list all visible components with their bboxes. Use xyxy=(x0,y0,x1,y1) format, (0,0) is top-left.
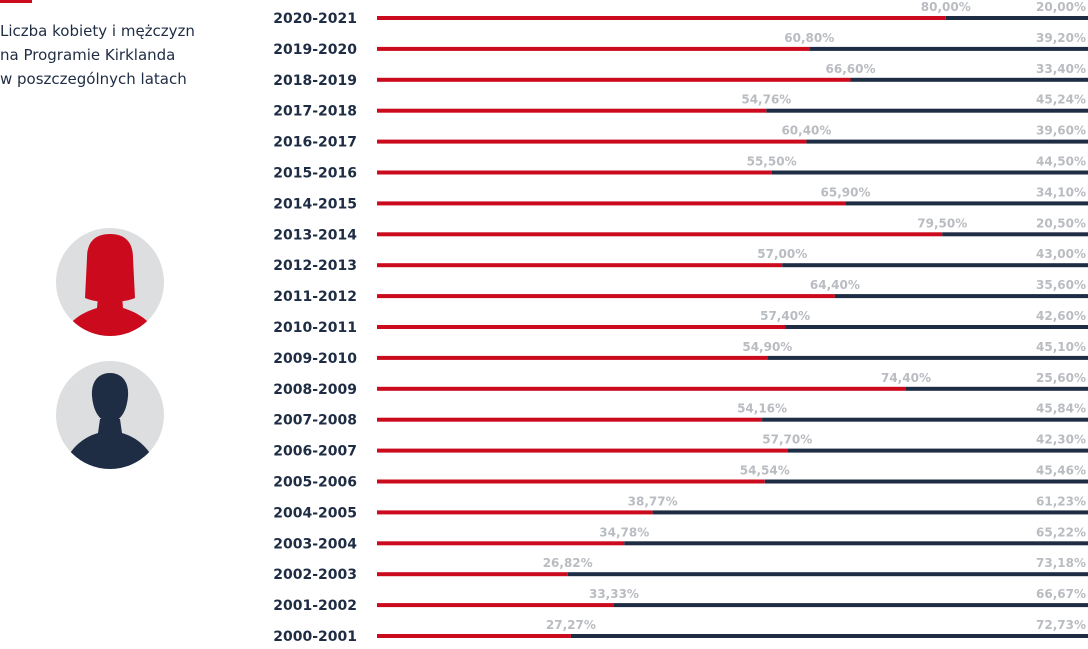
data-label-male: 25,60% xyxy=(1036,370,1086,385)
bar-female xyxy=(377,171,772,175)
data-label-male: 44,50% xyxy=(1036,154,1086,169)
bar-female xyxy=(377,263,782,267)
data-label-female: 38,77% xyxy=(627,494,678,509)
category-label: 2020-2021 xyxy=(273,11,357,27)
category-label: 2002-2003 xyxy=(273,567,357,584)
data-label-male: 20,50% xyxy=(1036,216,1086,231)
bar-female xyxy=(377,47,809,51)
category-label: 2019-2020 xyxy=(273,41,357,58)
data-label-female: 74,40% xyxy=(880,370,931,385)
data-label-female: 57,40% xyxy=(760,309,811,323)
data-label-female: 65,90% xyxy=(820,185,871,200)
bar-female xyxy=(377,201,846,205)
bar-female xyxy=(377,387,906,391)
bar-male xyxy=(766,109,1088,113)
data-label-female: 60,40% xyxy=(781,123,832,138)
bar-female xyxy=(377,356,767,360)
bar-male xyxy=(767,356,1088,360)
bar-female xyxy=(377,480,765,484)
bar-male xyxy=(765,480,1088,484)
bar-female xyxy=(377,325,785,329)
bar-male xyxy=(571,634,1088,638)
category-label: 2015-2016 xyxy=(273,165,357,182)
bar-male xyxy=(568,572,1088,576)
category-label: 2012-2013 xyxy=(273,258,357,275)
bar-female xyxy=(377,109,766,113)
category-label: 2014-2015 xyxy=(273,196,357,213)
data-label-female: 54,90% xyxy=(742,339,793,354)
chart-title-line-3: w poszczególnych latach xyxy=(0,70,187,88)
category-label: 2007-2008 xyxy=(273,412,357,429)
data-label-female: 33,33% xyxy=(588,587,639,602)
category-label: 2017-2018 xyxy=(273,103,357,120)
bar-male xyxy=(946,16,1088,20)
bar-female xyxy=(377,16,946,20)
data-label-male: 34,10% xyxy=(1036,185,1086,200)
data-label-male: 45,24% xyxy=(1036,92,1086,107)
bar-female xyxy=(377,603,614,607)
bar-female xyxy=(377,294,835,298)
bar-male xyxy=(906,387,1088,391)
data-label-male: 72,73% xyxy=(1036,618,1086,632)
data-label-female: 54,16% xyxy=(737,401,788,416)
data-label-female: 27,27% xyxy=(545,618,596,632)
category-label: 2009-2010 xyxy=(273,350,357,367)
data-label-male: 42,30% xyxy=(1036,432,1086,447)
data-label-male: 42,60% xyxy=(1036,309,1086,323)
category-label: 2013-2014 xyxy=(273,227,357,244)
bar-male xyxy=(772,171,1088,175)
data-label-female: 66,60% xyxy=(825,61,876,76)
category-label: 2001-2002 xyxy=(273,598,357,615)
data-label-female: 79,50% xyxy=(917,216,968,231)
data-label-female: 34,78% xyxy=(599,525,650,540)
category-label: 2006-2007 xyxy=(273,443,357,460)
bar-male xyxy=(762,418,1088,422)
category-label: 2004-2005 xyxy=(273,505,357,522)
bar-female xyxy=(377,232,942,236)
data-label-male: 20,00% xyxy=(1036,0,1086,14)
bar-female xyxy=(377,541,624,545)
bar-male xyxy=(787,449,1088,453)
data-label-female: 64,40% xyxy=(809,278,860,293)
bar-male xyxy=(614,603,1088,607)
data-label-male: 39,20% xyxy=(1036,30,1086,45)
data-label-female: 57,70% xyxy=(762,432,813,447)
bar-male xyxy=(835,294,1088,298)
data-label-male: 39,60% xyxy=(1036,123,1086,138)
bar-male xyxy=(653,510,1088,514)
data-label-female: 54,76% xyxy=(741,92,792,107)
bar-female xyxy=(377,78,851,82)
data-label-male: 73,18% xyxy=(1036,556,1086,571)
bar-male xyxy=(624,541,1088,545)
data-label-male: 45,46% xyxy=(1036,463,1086,478)
bar-female xyxy=(377,140,806,144)
category-label: 2011-2012 xyxy=(273,289,357,306)
data-label-female: 80,00% xyxy=(920,0,971,14)
category-label: 2005-2006 xyxy=(273,474,357,491)
data-label-male: 65,22% xyxy=(1036,525,1086,540)
chart-title-line-2: na Programie Kirklanda xyxy=(0,46,176,64)
data-label-male: 43,00% xyxy=(1036,247,1086,262)
data-label-female: 26,82% xyxy=(542,556,593,571)
bar-male xyxy=(846,201,1088,205)
category-label: 2016-2017 xyxy=(273,134,357,151)
bar-male xyxy=(785,325,1088,329)
data-label-female: 57,00% xyxy=(757,247,808,262)
category-label: 2010-2011 xyxy=(273,320,357,336)
data-label-male: 61,23% xyxy=(1036,494,1086,509)
bar-male xyxy=(942,232,1088,236)
data-label-male: 35,60% xyxy=(1036,278,1086,293)
category-label: 2008-2009 xyxy=(273,381,357,398)
data-label-male: 45,84% xyxy=(1036,401,1086,416)
bar-female xyxy=(377,449,787,453)
category-label: 2018-2019 xyxy=(273,72,357,89)
bar-male xyxy=(851,78,1088,82)
bar-male xyxy=(782,263,1088,267)
data-label-male: 33,40% xyxy=(1036,61,1086,76)
data-label-female: 60,80% xyxy=(784,30,835,45)
bar-male xyxy=(809,47,1088,51)
chart-title-line-1: Liczba kobiety i mężczyzn xyxy=(0,22,195,40)
category-label: 2003-2004 xyxy=(273,536,357,553)
category-label: 2000-2001 xyxy=(273,629,357,645)
data-label-female: 54,54% xyxy=(739,463,790,478)
data-label-female: 55,50% xyxy=(746,154,797,169)
data-label-male: 66,67% xyxy=(1036,587,1086,602)
bar-male xyxy=(806,140,1088,144)
bar-female xyxy=(377,510,653,514)
bar-female xyxy=(377,572,568,576)
data-label-male: 45,10% xyxy=(1036,339,1086,354)
bar-female xyxy=(377,418,762,422)
bar-female xyxy=(377,634,571,638)
